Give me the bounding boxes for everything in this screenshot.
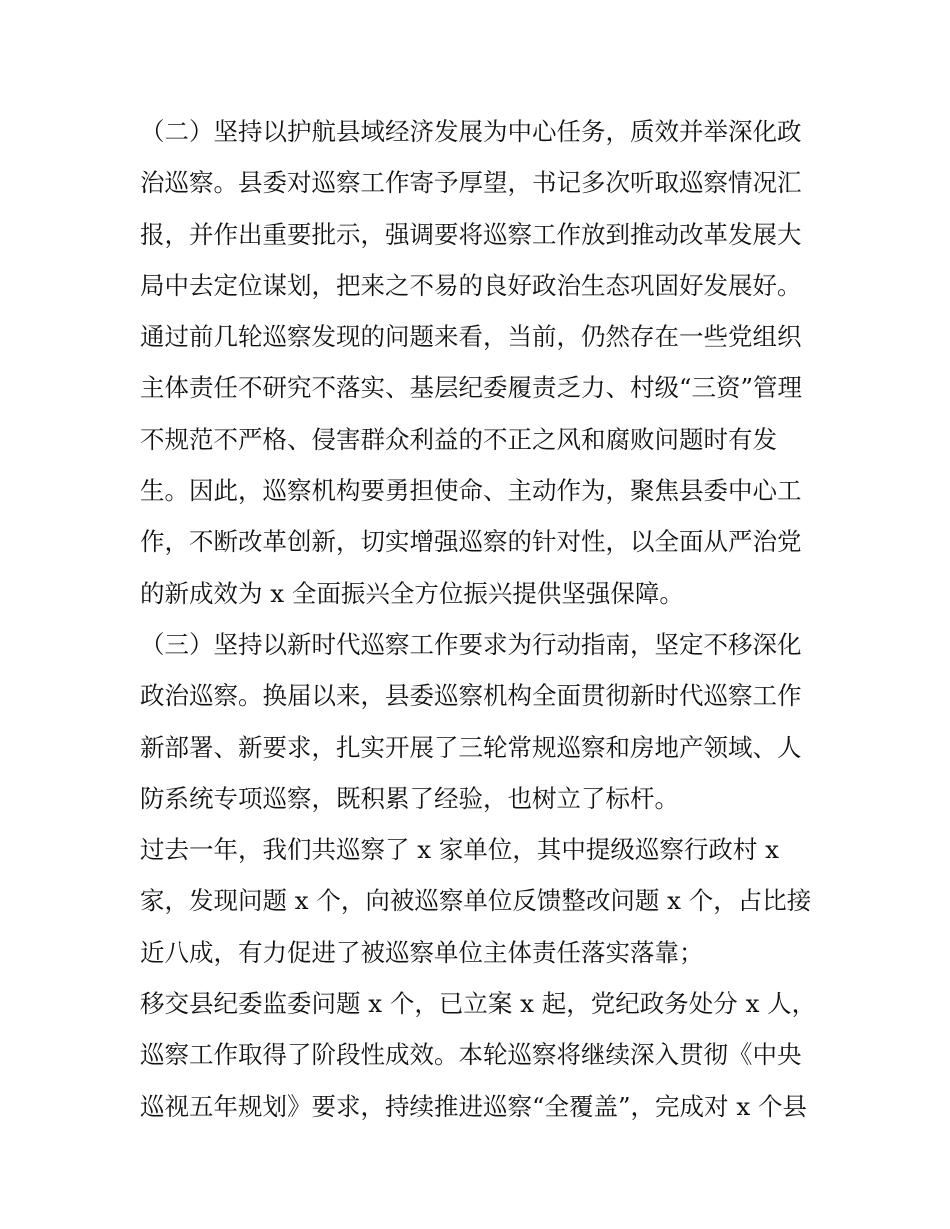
text-line: 主体责任不研究不落实、基层纪委履责乏力、村级“三资”管理 xyxy=(140,373,803,403)
text-line: 报，并作出重要批示，强调要将巡察工作放到推动改革发展大 xyxy=(140,219,802,249)
text-line: 作，不断改革创新，切实增强巡察的针对性，以全面从严治党 xyxy=(140,527,802,557)
text-line: 防系统专项巡察，既积累了经验，也树立了标杆。 xyxy=(140,783,679,813)
text-line: 局中去定位谋划，把来之不易的良好政治生态巩固好发展好。 xyxy=(140,270,802,300)
text-line: 政治巡察。换届以来，县委巡察机构全面贯彻新时代巡察工作 xyxy=(140,681,802,711)
text-line: 通过前几轮巡察发现的问题来看，当前，仍然存在一些党组织 xyxy=(140,322,802,352)
text-line: 近八成，有力促进了被巡察单位主体责任落实落靠； xyxy=(140,937,704,967)
text-line: 的新成效为 x 全面振兴全方位振兴提供坚强保障。 xyxy=(140,578,684,608)
document-body xyxy=(140,106,820,1132)
text-line: 治巡察。县委对巡察工作寄予厚望，书记多次听取巡察情况汇 xyxy=(140,168,802,198)
text-line: （三）坚持以新时代巡察工作要求为行动指南，坚定不移深化 xyxy=(140,629,802,659)
text-line: （二）坚持以护航县域经济发展为中心任务，质效并举深化政 xyxy=(140,117,802,146)
text-line: 新部署、新要求，扎实开展了三轮常规巡察和房地产领域、人 xyxy=(140,732,802,762)
text-line: 过去一年，我们共巡察了 x 家单位，其中提级巡察行政村 x xyxy=(140,835,779,865)
text-line: 生。因此，巡察机构要勇担使命、主动作为，聚焦县委中心工 xyxy=(140,476,802,506)
text-line: 巡察工作取得了阶段性成效。本轮巡察将继续深入贯彻《中央 xyxy=(140,1040,802,1070)
text-line: 家，发现问题 x 个，向被巡察单位反馈整改问题 x 个，占比接 xyxy=(140,886,812,916)
text-line: 巡视五年规划》要求，持续推进巡察“全覆盖”，完成对 x 个县 xyxy=(140,1091,807,1121)
text-line: 移交县纪委监委问题 x 个，已立案 x 起，党纪政务处分 x 人， xyxy=(140,989,817,1019)
text-line: 不规范不严格、侵害群众利益的不正之风和腐败问题时有发 xyxy=(140,424,777,454)
